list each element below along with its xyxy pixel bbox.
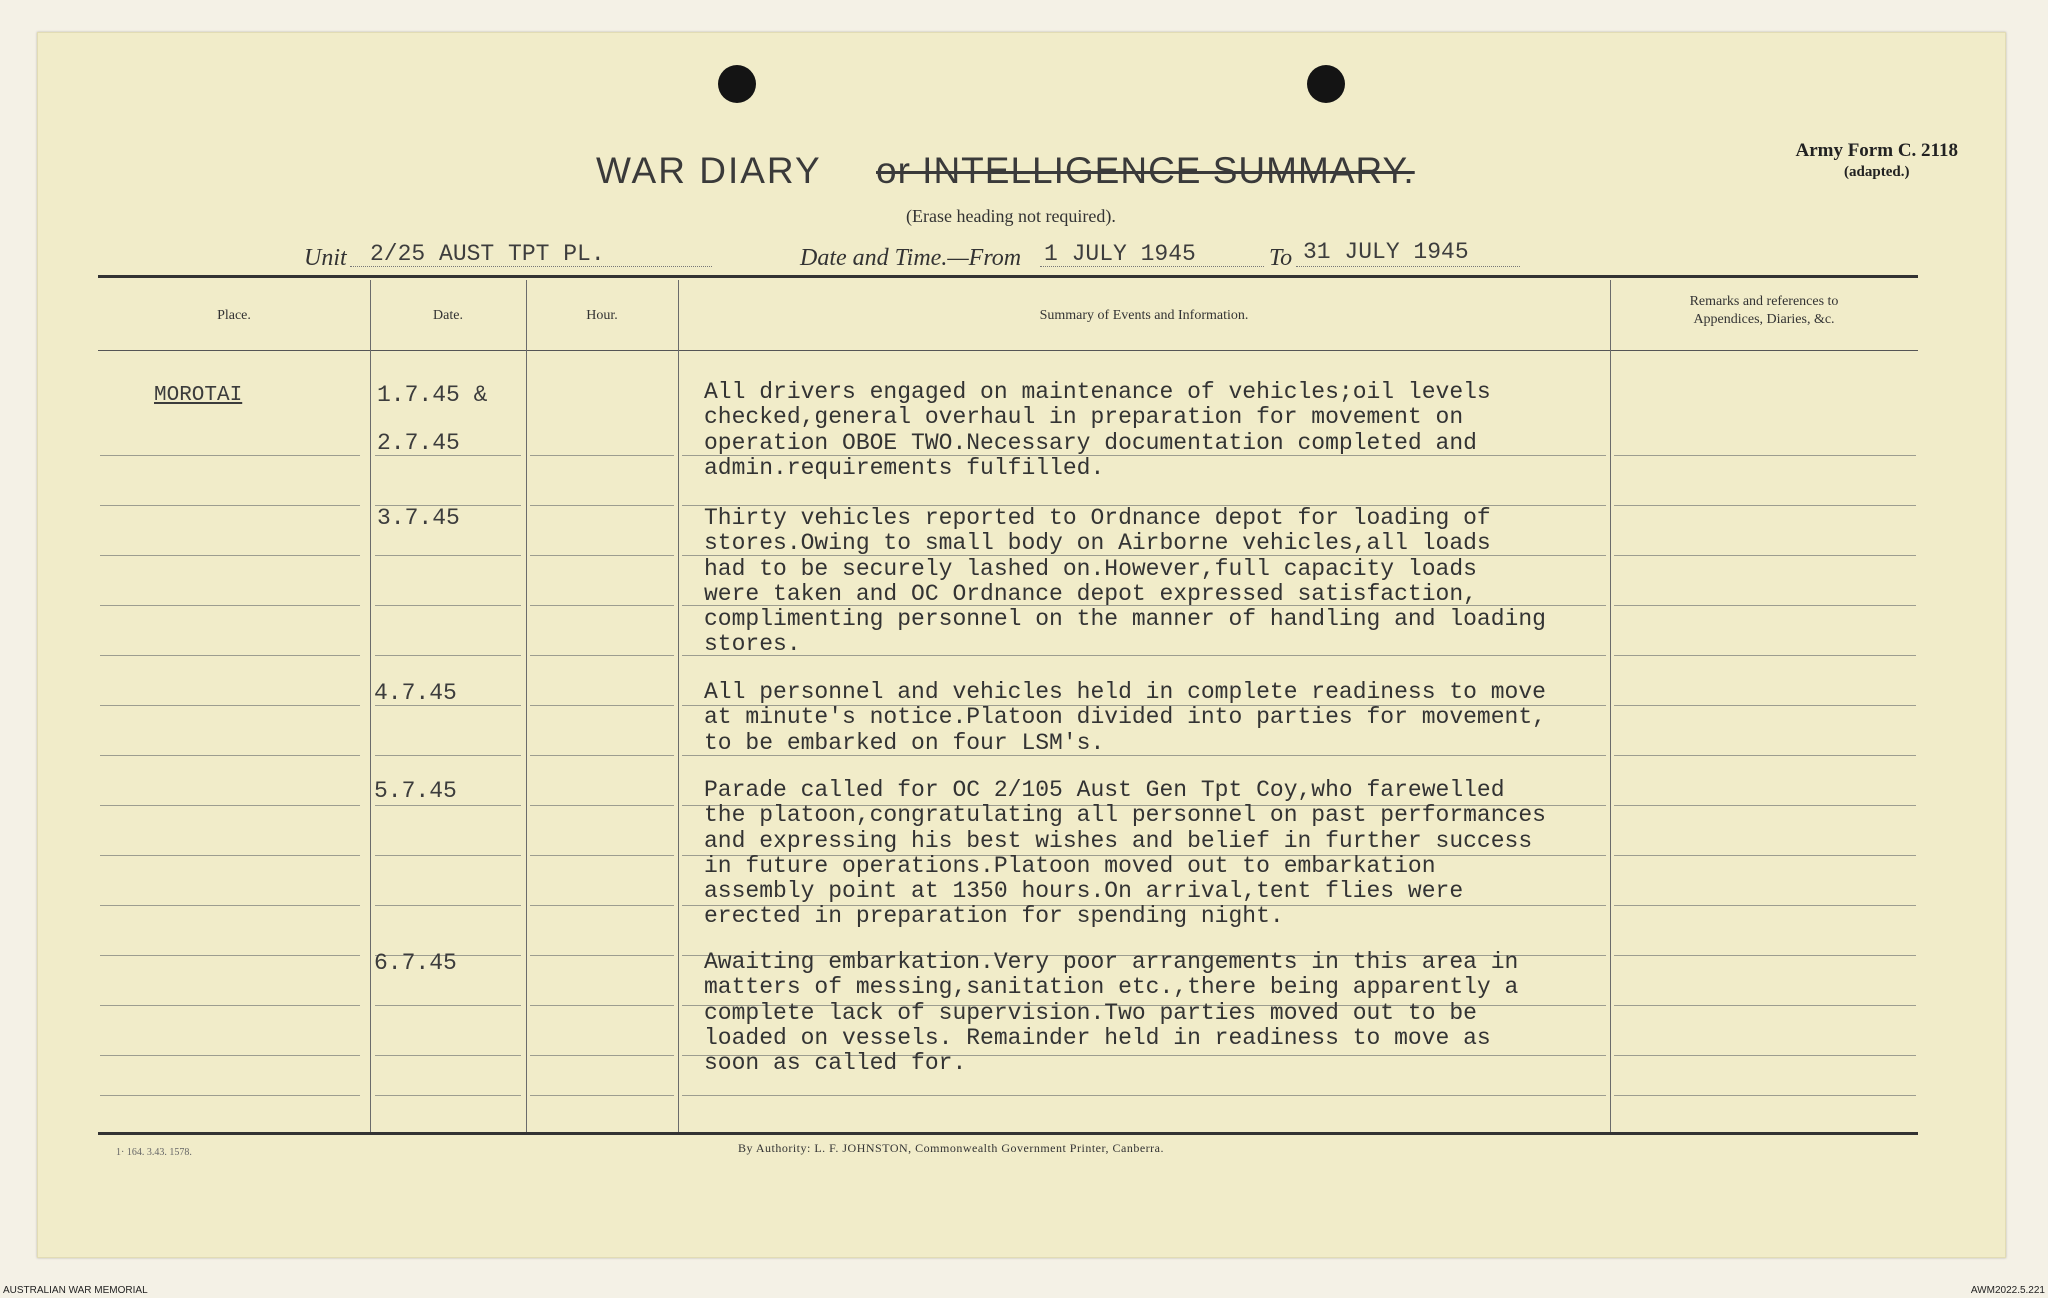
date-entry: 5.7.45	[374, 778, 457, 804]
entry-line: admin.requirements fulfilled.	[704, 454, 1105, 481]
summary-entry	[704, 680, 1624, 756]
header-remarks-line1: Remarks and references to	[1689, 294, 1839, 309]
ruled-line	[100, 905, 360, 906]
ruled-line	[375, 1005, 521, 1006]
ruled-line	[530, 1055, 674, 1056]
ruled-line	[100, 1005, 360, 1006]
from-date-value: 1 JULY 1945	[1044, 241, 1196, 267]
ruled-line	[375, 555, 521, 556]
col-divider-hour	[678, 280, 679, 1132]
ruled-line	[375, 755, 521, 756]
army-form-number	[1795, 140, 1958, 181]
date-entry: 6.7.45	[374, 950, 457, 976]
ruled-line	[1614, 555, 1916, 556]
ruled-line	[682, 1095, 1606, 1096]
struck-heading: or INTELLIGENCE SUMMARY.	[876, 150, 1415, 191]
header-date: Date.	[433, 308, 463, 323]
to-date-value: 31 JULY 1945	[1303, 239, 1469, 265]
entry-line: Awaiting embarkation.Very poor arrangements in this area in	[704, 949, 1519, 975]
printer-code: 1· 164. 3.43. 1578.	[116, 1147, 192, 1158]
summary-entry	[704, 380, 1624, 481]
ruled-line	[530, 605, 674, 606]
from-dotted-line	[1040, 266, 1264, 267]
ruled-line	[1614, 1095, 1916, 1096]
ruled-line	[375, 805, 521, 806]
army-form-label: Army Form C. 2118	[1795, 140, 1958, 161]
date-time-label: Date and Time.—From	[800, 245, 1022, 271]
archive-reference: AWM2022.5.221	[1970, 1285, 2045, 1296]
ruled-line	[100, 605, 360, 606]
ruled-line	[530, 755, 674, 756]
date-entry: 1.7.45 &	[377, 382, 488, 408]
form-title: WAR DIARY	[596, 150, 822, 191]
header-summary: Summary of Events and Information.	[1039, 308, 1249, 323]
punch-hole-right	[1307, 65, 1345, 103]
entry-line: at minute's notice.Platoon divided into parties for movement,	[704, 704, 1546, 731]
ruled-line	[1614, 705, 1916, 706]
archive-name: AUSTRALIAN WAR MEMORIAL	[3, 1285, 148, 1296]
ruled-line	[100, 805, 360, 806]
ruled-line	[1614, 905, 1916, 906]
ruled-line	[1614, 655, 1916, 656]
summary-entry	[704, 950, 1624, 1076]
ruled-line	[1614, 605, 1916, 606]
table-header-rule	[98, 350, 1918, 351]
ruled-line	[375, 855, 521, 856]
entry-line: Thirty vehicles reported to Ordnance depot for loading of	[704, 505, 1491, 531]
entry-line: matters of messing,sanitation etc.,there being apparently a	[704, 974, 1519, 1001]
date-entry: 3.7.45	[377, 505, 460, 531]
ruled-line	[1614, 805, 1916, 806]
entry-line: complimenting personnel on the manner of handling and loading	[704, 606, 1546, 633]
table-bottom-rule	[98, 1132, 1918, 1135]
ruled-line	[100, 505, 360, 506]
printer-authority: By Authority: L. F. JOHNSTON, Commonwealth Government Printer, Canberra.	[738, 1141, 1164, 1155]
ruled-line	[1614, 505, 1916, 506]
ruled-line	[1614, 755, 1916, 756]
entry-line: soon as called for.	[704, 1050, 967, 1077]
ruled-line	[1614, 855, 1916, 856]
ruled-line	[375, 605, 521, 606]
summary-entry	[704, 506, 1624, 658]
army-form-adapted: (adapted.)	[1844, 164, 1910, 180]
ruled-line	[530, 905, 674, 906]
erase-note: (Erase heading not required).	[906, 206, 1116, 226]
to-label: To	[1269, 245, 1293, 271]
entry-line: stores.	[704, 631, 801, 658]
summary-entry	[704, 778, 1624, 930]
ruled-line	[1614, 955, 1916, 956]
entry-line: Parade called for OC 2/105 Aust Gen Tpt Coy,who farewelled	[704, 777, 1505, 803]
ruled-line	[100, 855, 360, 856]
punch-hole-left	[718, 65, 756, 103]
ruled-line	[100, 1055, 360, 1056]
ruled-line	[530, 1005, 674, 1006]
ruled-line	[100, 955, 360, 956]
to-dotted-line	[1296, 266, 1520, 267]
entry-line: loaded on vessels. Remainder held in readiness to move as	[704, 1024, 1491, 1051]
entry-line: and expressing his best wishes and belief in further success	[704, 827, 1533, 854]
entry-line: stores.Owing to small body on Airborne vehicles,all loads	[704, 530, 1491, 557]
ruled-line	[530, 955, 674, 956]
header-place: Place.	[217, 308, 251, 323]
entry-line: All drivers engaged on maintenance of vehicles;oil levels	[704, 379, 1491, 405]
ruled-line	[530, 455, 674, 456]
date-entry: 4.7.45	[374, 680, 457, 706]
entry-line: had to be securely lashed on.However,full capacity loads	[704, 555, 1477, 582]
ruled-line	[100, 655, 360, 656]
ruled-line	[530, 705, 674, 706]
entry-line: to be embarked on four LSM's.	[704, 729, 1105, 756]
ruled-line	[1614, 1055, 1916, 1056]
header-remarks-line2: Appendices, Diaries, &c.	[1693, 312, 1835, 327]
ruled-line	[375, 655, 521, 656]
col-divider-place	[370, 280, 371, 1132]
ruled-line	[1614, 1005, 1916, 1006]
header-remarks	[1610, 293, 1918, 329]
place-value: MOROTAI	[154, 384, 243, 407]
col-divider-date	[526, 280, 527, 1132]
ruled-line	[100, 1095, 360, 1096]
table-top-rule	[98, 275, 1918, 278]
entry-line: the platoon,congratulating all personnel on past performances	[704, 802, 1546, 829]
ruled-line	[530, 555, 674, 556]
ruled-line	[530, 655, 674, 656]
ruled-line	[100, 755, 360, 756]
unit-label: Unit	[304, 245, 347, 271]
entry-line: erected in preparation for spending night.	[704, 903, 1284, 930]
entry-line: complete lack of supervision.Two parties moved out to be	[704, 999, 1477, 1026]
unit-value: 2/25 AUST TPT PL.	[370, 241, 605, 267]
entry-line: All personnel and vehicles held in complete readiness to move	[704, 679, 1546, 705]
ruled-line	[375, 905, 521, 906]
entry-line: were taken and OC Ordnance depot expressed satisfaction,	[704, 580, 1477, 607]
ruled-line	[100, 705, 360, 706]
ruled-line	[375, 1095, 521, 1096]
entry-line: checked,general overhaul in preparation for movement on	[704, 404, 1464, 431]
ruled-line	[530, 1095, 674, 1096]
header-hour: Hour.	[586, 308, 618, 323]
archive-strip	[0, 1284, 2048, 1298]
unit-dotted-line	[350, 266, 712, 267]
entry-line: in future operations.Platoon moved out to embarkation	[704, 852, 1436, 879]
ruled-line	[530, 805, 674, 806]
entry-line: operation OBOE TWO.Necessary documentation completed and	[704, 429, 1477, 456]
date-entry: 2.7.45	[377, 430, 460, 456]
entry-line: assembly point at 1350 hours.On arrival,tent flies were	[704, 878, 1464, 905]
ruled-line	[1614, 455, 1916, 456]
ruled-line	[375, 1055, 521, 1056]
ruled-line	[100, 555, 360, 556]
ruled-line	[530, 855, 674, 856]
ruled-line	[100, 455, 360, 456]
ruled-line	[530, 505, 674, 506]
